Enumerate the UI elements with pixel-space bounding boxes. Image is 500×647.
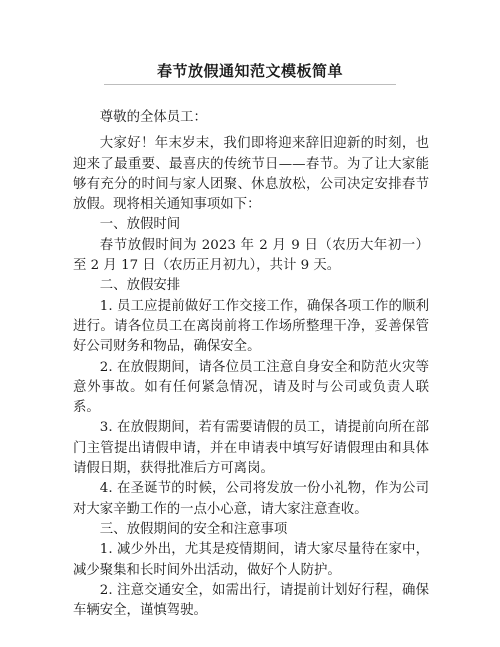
section-heading-safety: 三、放假期间的安全和注意事项 [99, 521, 288, 537]
arrangement-item: 4. 在圣诞节的时候，公司将发放一份小礼物，作为公司对大家辛勤工作的一点小心意，请大家注意查收。 [73, 481, 429, 517]
document-body [73, 108, 429, 621]
arrangement-item: 1. 员工应提前做好工作交接工作，确保各项工作的顺利进行。请各位员工在离岗前将工作场所整理干净，妥善保管好公司财务和物品，确保安全。 [73, 298, 429, 355]
title-divider [104, 84, 396, 85]
document-title: 春节放假通知范文模板简单 [156, 62, 343, 80]
greeting: 尊敬的全体员工： [99, 110, 207, 125]
arrangement-item: 2. 在放假期间，请各位员工注意自身安全和防范火灾等意外事故。如有任何紧急情况，请及时与公司或负责人联系。 [73, 359, 429, 416]
intro-paragraph: 大家好！年末岁末，我们即将迎来辞旧迎新的时刻，也迎来了最重要、最喜庆的传统节日——春节。为了让大家能够有充分的时间与家人团聚、休息放松，公司决定安排春节放假。现将相关通知事项如下： [73, 136, 429, 213]
arrangement-item: 3. 在放假期间，若有需要请假的员工，请提前向所在部门主管提出请假申请，并在申请表中填写好请假理由和具体请假日期，获得批准后方可离岗。 [73, 420, 429, 477]
safety-item: 1. 减少外出，尤其是疫情期间，请大家尽量待在家中，减少聚集和长时间外出活动，做好个人防护。 [73, 542, 429, 578]
holiday-dates-paragraph: 春节放假时间为 2023 年 2 月 9 日（农历大年初一）至 2 月 17 日（农历正月初九），共计 9 天。 [73, 237, 429, 274]
safety-item: 2. 注意交通安全，如需出行，请提前计划好行程，确保车辆安全，谨慎驾驶。 [73, 582, 429, 619]
section-heading-arrangement: 二、放假安排 [99, 278, 181, 294]
section-heading-time: 一、放假时间 [99, 217, 181, 233]
